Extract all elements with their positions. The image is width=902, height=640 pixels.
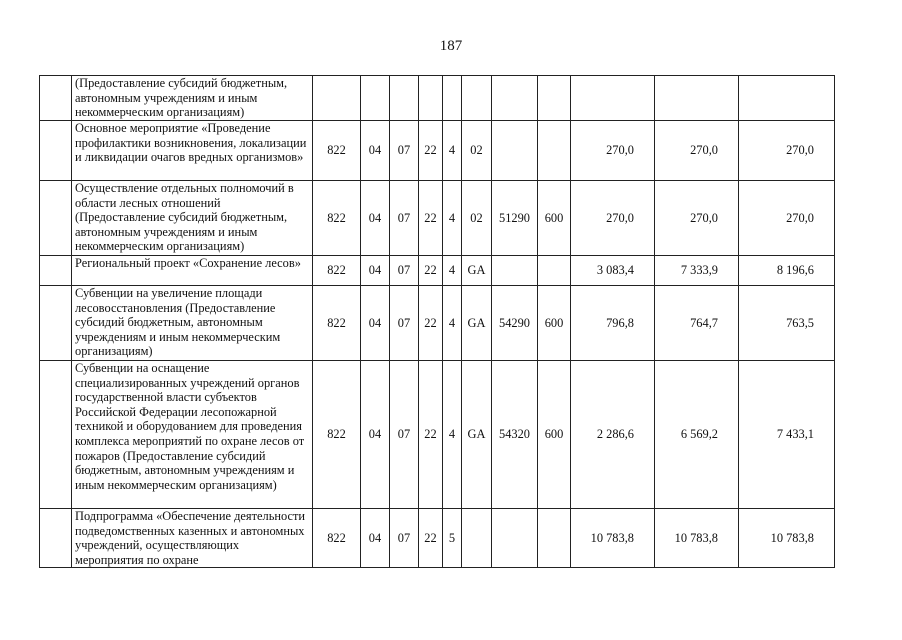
description-cell: (Предоставление субсидий бюджетным, автономным учреждениям и иным некоммерческим организациям) — [72, 76, 313, 121]
amount-year2-cell: 6 569,2 — [655, 361, 739, 509]
amount-year2-cell: 10 783,8 — [655, 509, 739, 568]
activity-code-cell: GA — [462, 286, 492, 361]
subsection-code-cell: 07 — [390, 286, 419, 361]
expense-type-cell: 600 — [538, 181, 571, 256]
amount-year1-cell — [571, 76, 655, 121]
section-code-cell: 04 — [361, 509, 390, 568]
amount-year2-cell — [655, 76, 739, 121]
amount-year3-cell: 270,0 — [739, 121, 835, 181]
table-row — [40, 509, 835, 568]
section-code-cell: 04 — [361, 181, 390, 256]
table-row — [40, 76, 835, 121]
program-code-cell: 22 — [419, 286, 443, 361]
subprogram-code-cell: 4 — [443, 121, 462, 181]
description-cell: Основное мероприятие «Проведение профилактики возникновения, локализации и ликвидации очагов вредных организмов» — [72, 121, 313, 181]
description-cell: Подпрограмма «Обеспечение деятельности подведомственных казенных и автономных учреждений, осуществляющих мероприятия по охране — [72, 509, 313, 568]
subsection-code-cell: 07 — [390, 509, 419, 568]
table-row — [40, 181, 835, 256]
program-code-cell: 22 — [419, 361, 443, 509]
table-row — [40, 361, 835, 509]
program-code-cell — [419, 76, 443, 121]
row-number-cell — [40, 509, 72, 568]
ministry-code-cell: 822 — [313, 286, 361, 361]
direction-code-cell — [492, 256, 538, 286]
expense-type-cell — [538, 509, 571, 568]
amount-year1-cell: 10 783,8 — [571, 509, 655, 568]
subprogram-code-cell: 4 — [443, 286, 462, 361]
ministry-code-cell: 822 — [313, 361, 361, 509]
direction-code-cell — [492, 121, 538, 181]
section-code-cell: 04 — [361, 121, 390, 181]
direction-code-cell — [492, 509, 538, 568]
subsection-code-cell: 07 — [390, 121, 419, 181]
amount-year3-cell: 763,5 — [739, 286, 835, 361]
page-number: 187 — [439, 38, 463, 54]
subprogram-code-cell — [443, 76, 462, 121]
amount-year3-cell: 270,0 — [739, 181, 835, 256]
section-code-cell: 04 — [361, 256, 390, 286]
row-number-cell — [40, 286, 72, 361]
subprogram-code-cell: 5 — [443, 509, 462, 568]
row-number-cell — [40, 76, 72, 121]
amount-year1-cell: 270,0 — [571, 121, 655, 181]
row-number-cell — [40, 256, 72, 286]
direction-code-cell: 51290 — [492, 181, 538, 256]
subprogram-code-cell: 4 — [443, 361, 462, 509]
row-number-cell — [40, 181, 72, 256]
amount-year2-cell: 7 333,9 — [655, 256, 739, 286]
expense-type-cell — [538, 121, 571, 181]
amount-year3-cell — [739, 76, 835, 121]
subsection-code-cell: 07 — [390, 181, 419, 256]
program-code-cell: 22 — [419, 256, 443, 286]
expense-type-cell: 600 — [538, 361, 571, 509]
program-code-cell: 22 — [419, 181, 443, 256]
description-cell: Субвенции на оснащение специализированных учреждений органов государственной власти субъектов Российской Федерации лесопожарной техникой и оборудованием для проведения комплекса мероприятий по охране лесов от пожаров (Предоставление субсидий бюджетным, автономным учреждениям и иным некоммерческим организациям) — [72, 361, 313, 509]
amount-year3-cell: 8 196,6 — [739, 256, 835, 286]
table-row — [40, 286, 835, 361]
direction-code-cell: 54290 — [492, 286, 538, 361]
description-cell: Региональный проект «Сохранение лесов» — [72, 256, 313, 286]
row-number-cell — [40, 361, 72, 509]
table-row — [40, 256, 835, 286]
subsection-code-cell: 07 — [390, 256, 419, 286]
amount-year1-cell: 2 286,6 — [571, 361, 655, 509]
row-number-cell — [40, 121, 72, 181]
table-row — [40, 121, 835, 181]
description-cell: Субвенции на увеличение площади лесовосстановления (Предоставление субсидий бюджетным, автономным учреждениям и иным некоммерческим организациям) — [72, 286, 313, 361]
budget-table — [39, 75, 835, 568]
ministry-code-cell: 822 — [313, 121, 361, 181]
activity-code-cell: GA — [462, 256, 492, 286]
subsection-code-cell: 07 — [390, 361, 419, 509]
section-code-cell — [361, 76, 390, 121]
amount-year1-cell: 270,0 — [571, 181, 655, 256]
amount-year2-cell: 764,7 — [655, 286, 739, 361]
ministry-code-cell — [313, 76, 361, 121]
activity-code-cell — [462, 76, 492, 121]
ministry-code-cell: 822 — [313, 256, 361, 286]
ministry-code-cell: 822 — [313, 181, 361, 256]
subprogram-code-cell: 4 — [443, 181, 462, 256]
section-code-cell: 04 — [361, 286, 390, 361]
direction-code-cell — [492, 76, 538, 121]
amount-year3-cell: 10 783,8 — [739, 509, 835, 568]
amount-year3-cell: 7 433,1 — [739, 361, 835, 509]
program-code-cell: 22 — [419, 121, 443, 181]
direction-code-cell: 54320 — [492, 361, 538, 509]
activity-code-cell: GA — [462, 361, 492, 509]
program-code-cell: 22 — [419, 509, 443, 568]
activity-code-cell — [462, 509, 492, 568]
section-code-cell: 04 — [361, 361, 390, 509]
expense-type-cell — [538, 256, 571, 286]
subsection-code-cell — [390, 76, 419, 121]
amount-year1-cell: 796,8 — [571, 286, 655, 361]
amount-year1-cell: 3 083,4 — [571, 256, 655, 286]
amount-year2-cell: 270,0 — [655, 121, 739, 181]
activity-code-cell: 02 — [462, 181, 492, 256]
ministry-code-cell: 822 — [313, 509, 361, 568]
expense-type-cell — [538, 76, 571, 121]
description-cell: Осуществление отдельных полномочий в области лесных отношений (Предоставление субсидий бюджетным, автономным учреждениям и иным некоммерческим организациям) — [72, 181, 313, 256]
amount-year2-cell: 270,0 — [655, 181, 739, 256]
subprogram-code-cell: 4 — [443, 256, 462, 286]
activity-code-cell: 02 — [462, 121, 492, 181]
expense-type-cell: 600 — [538, 286, 571, 361]
